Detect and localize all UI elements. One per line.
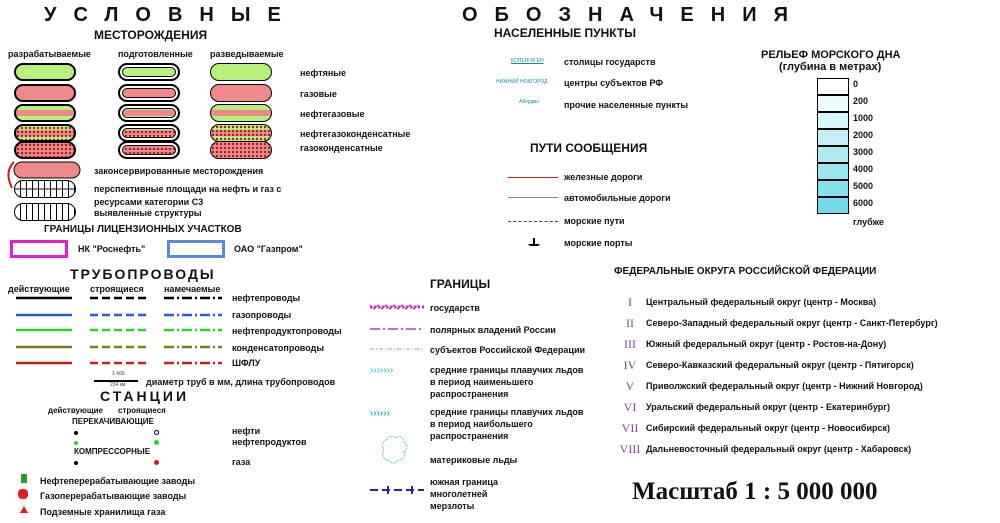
pipeline-symbols — [0, 290, 230, 370]
legend-title-right: ОБОЗНАЧЕНИЯ — [462, 4, 805, 26]
district-label: Северо-Западный федеральный округ (центр - Санкт-Петербург) — [646, 318, 938, 328]
deposits-heading: МЕСТОРОЖДЕНИЯ — [94, 28, 208, 42]
district-number: VI — [623, 400, 637, 414]
oil-prepared-symbol — [118, 63, 180, 81]
deposits-col-developed: разрабатываемые — [8, 49, 91, 59]
permafrost-label: южная граница многолетней мерзлоты — [430, 477, 499, 511]
gazprom-label: ОАО "Газпром" — [234, 244, 303, 254]
gas-plant-icon — [18, 489, 28, 499]
svg-text:››››››: ›››››› — [370, 408, 390, 419]
license-heading: ГРАНИЦЫ ЛИЦЕНЗИОННЫХ УЧАСТКОВ — [44, 224, 242, 235]
conserved-deposit-label: законсервированные месторождения — [94, 166, 264, 176]
oilgas-explored-symbol — [210, 104, 272, 122]
pipe-type-gas: газопроводы — [232, 310, 292, 320]
diameter-sample-top: 1 400 — [112, 371, 125, 377]
depth-label: 1000 — [853, 113, 874, 123]
oilgascond-explored-symbol — [210, 124, 272, 142]
centers-label: центры субъектов РФ — [564, 78, 663, 88]
compressor-active-dot — [74, 461, 78, 465]
glacier-label: материковые льды — [430, 455, 518, 465]
sea-route-label: морские пути — [564, 216, 625, 226]
rail-symbol — [508, 177, 558, 178]
pipelines-col-building: строящиеся — [90, 284, 144, 294]
rosneft-label: НК "Роснефть" — [78, 244, 146, 254]
capital-example: КОПЕНГАГЕН — [511, 58, 544, 64]
depth-cell — [817, 95, 849, 112]
district-number: I — [628, 295, 632, 309]
gas-developed-symbol — [14, 84, 76, 102]
gazprom-border-symbol — [167, 240, 225, 258]
relief-deeper-label: глубже — [853, 217, 884, 227]
pipelines-col-planned: намечаемые — [164, 284, 221, 294]
depth-cell — [817, 146, 849, 163]
sea-route-symbol — [508, 221, 558, 222]
refinery-icon — [21, 474, 27, 483]
oilgas-developed-symbol — [14, 104, 76, 122]
district-number: III — [624, 337, 636, 351]
gas-plant-label: Газоперерабатывающие заводы — [40, 491, 187, 501]
ports-label: морские порты — [564, 238, 633, 248]
relief-subheading: (глубина в метрах) — [779, 61, 882, 73]
legend-title-left: УСЛОВНЫЕ — [44, 4, 298, 26]
rosneft-border-symbol — [10, 240, 68, 258]
others-label: прочие населенные пункты — [564, 100, 689, 110]
deposit-type-oilgascond: нефтегазоконденсатные — [300, 129, 411, 139]
map-scale: Масштаб 1 : 5 000 000 — [632, 478, 878, 505]
station-oil-label: нефти — [232, 426, 261, 436]
gas-storage-icon — [20, 506, 28, 513]
diameter-note: диаметр труб в мм, длина трубопроводов — [146, 377, 336, 387]
perspective-area-label: перспективные площади на нефть и газ с ресурсами категории С3 — [94, 184, 282, 207]
rail-label: железные дороги — [564, 172, 643, 182]
gascond-developed-symbol — [14, 141, 76, 159]
deposit-type-gas: газовые — [300, 89, 337, 99]
center-example: НИЖНИЙ НОВГОРОД — [496, 79, 548, 85]
deposit-type-oilgas: нефтегазовые — [300, 109, 365, 119]
pipe-type-ngl: ШФЛУ — [232, 358, 261, 368]
borders-heading: ГРАНИЦЫ — [430, 277, 491, 291]
depth-label: 0 — [853, 79, 859, 89]
perspective-area-symbol — [14, 180, 76, 198]
compressor-label: КОМПРЕССОРНЫЕ — [74, 447, 151, 456]
pumping-label: ПЕРЕКАЧИВАЮЩИЕ — [72, 417, 154, 426]
depth-cell — [817, 197, 849, 214]
stations-heading: СТАНЦИИ — [100, 388, 190, 404]
pumping-oil-building-dot — [154, 430, 159, 435]
pipelines-heading: ТРУБОПРОВОДЫ — [70, 266, 216, 282]
district-label: Южный федеральный округ (центр - Ростов-на-Дону) — [646, 339, 887, 349]
district-number: V — [625, 379, 635, 393]
gas-explored-symbol — [210, 84, 272, 102]
compressor-building-dot — [154, 460, 159, 465]
relief-heading: РЕЛЬЕФ МОРСКОГО ДНА — [761, 49, 901, 61]
pumping-oil-active-dot — [74, 431, 78, 435]
oil-developed-symbol — [14, 63, 76, 81]
deposit-type-oil: нефтяные — [300, 68, 346, 78]
gas-storage-label: Подземные хранилища газа — [40, 507, 166, 517]
district-label: Приволжский федеральный округ (центр - Нижний Новгород) — [646, 381, 923, 391]
border-subjects-label: субъектов Российской Федерации — [430, 345, 586, 355]
district-label: Дальневосточный федеральный округ (центр - Хабаровск) — [646, 444, 912, 454]
depth-cell — [817, 163, 849, 180]
depth-cell — [817, 78, 849, 95]
stations-col-active: действующие — [48, 406, 103, 415]
oilgascond-prepared-symbol — [118, 124, 180, 142]
deposits-col-explored: разведываемые — [210, 49, 284, 59]
depth-cell — [817, 129, 849, 146]
border-states-label: государств — [430, 303, 480, 313]
district-label: Центральный федеральный округ (центр - Москва) — [646, 297, 877, 307]
depth-label: 4000 — [853, 164, 874, 174]
pipe-type-oil: нефтепроводы — [232, 293, 301, 303]
district-label: Сибирский федеральный округ (центр - Новосибирск) — [646, 423, 891, 433]
district-number: IV — [623, 358, 637, 372]
depth-label: 3000 — [853, 147, 874, 157]
diameter-sample-bottom: 234 км — [110, 382, 126, 388]
pipe-type-products: нефтепродуктопроводы — [232, 326, 342, 336]
oilgascond-developed-symbol — [14, 124, 76, 142]
capitals-label: столицы государств — [564, 57, 656, 67]
depth-cell — [817, 112, 849, 129]
deposits-col-prepared: подготовленные — [118, 49, 193, 59]
pumping-products-building-dot — [154, 440, 159, 445]
anchor-icon — [526, 237, 542, 247]
structure-symbol — [14, 203, 76, 221]
depth-label: 5000 — [853, 181, 874, 191]
ice-min-label: средние границы плавучих льдов в период наименьшего распространения — [430, 365, 584, 399]
road-symbol — [508, 197, 558, 198]
ice-max-label: средние границы плавучих льдов в период наибольшего распространения — [430, 407, 584, 441]
refinery-label: Нефтеперерабатывающие заводы — [40, 476, 196, 486]
depth-label: 2000 — [853, 130, 874, 140]
border-polar-label: полярных владений России — [430, 325, 556, 335]
depth-cell — [817, 180, 849, 197]
border-symbols — [368, 300, 428, 500]
structure-label: выявленные структуры — [94, 208, 202, 218]
district-label: Северо-Кавказский федеральный округ (центр - Пятигорск) — [646, 360, 914, 370]
district-number: II — [626, 316, 634, 330]
oilgas-prepared-symbol — [118, 104, 180, 122]
district-number: VII — [621, 421, 639, 435]
deposit-type-gascond: газоконденсатные — [300, 143, 383, 153]
depth-label: 6000 — [853, 198, 874, 208]
oil-explored-symbol — [210, 63, 272, 81]
station-products-label: нефтепродуктов — [232, 437, 307, 447]
depth-label: 200 — [853, 96, 869, 106]
districts-heading: ФЕДЕРАЛЬНЫЕ ОКРУГА РОССИЙСКОЙ ФЕДЕРАЦИИ — [614, 266, 877, 277]
other-example: Абердин — [519, 99, 540, 105]
routes-heading: ПУТИ СООБЩЕНИЯ — [530, 141, 648, 155]
settlements-heading: НАСЕЛЕННЫЕ ПУНКТЫ — [494, 26, 637, 40]
svg-text:›››››››: ››››››› — [370, 365, 394, 376]
pumping-products-active-dot — [74, 441, 78, 445]
district-number: VIII — [619, 442, 641, 456]
station-gas-label: газа — [232, 457, 251, 467]
road-label: автомобильные дороги — [564, 193, 671, 203]
gascond-prepared-symbol — [118, 141, 180, 159]
gas-prepared-symbol — [118, 84, 180, 102]
district-label: Уральский федеральный округ (центр - Екатеринбург) — [646, 402, 890, 412]
pipe-type-condensate: конденсатопроводы — [232, 343, 325, 353]
stations-col-building: строящиеся — [118, 406, 166, 415]
pipelines-col-active: действующие — [8, 284, 70, 294]
gascond-explored-symbol — [210, 141, 272, 159]
